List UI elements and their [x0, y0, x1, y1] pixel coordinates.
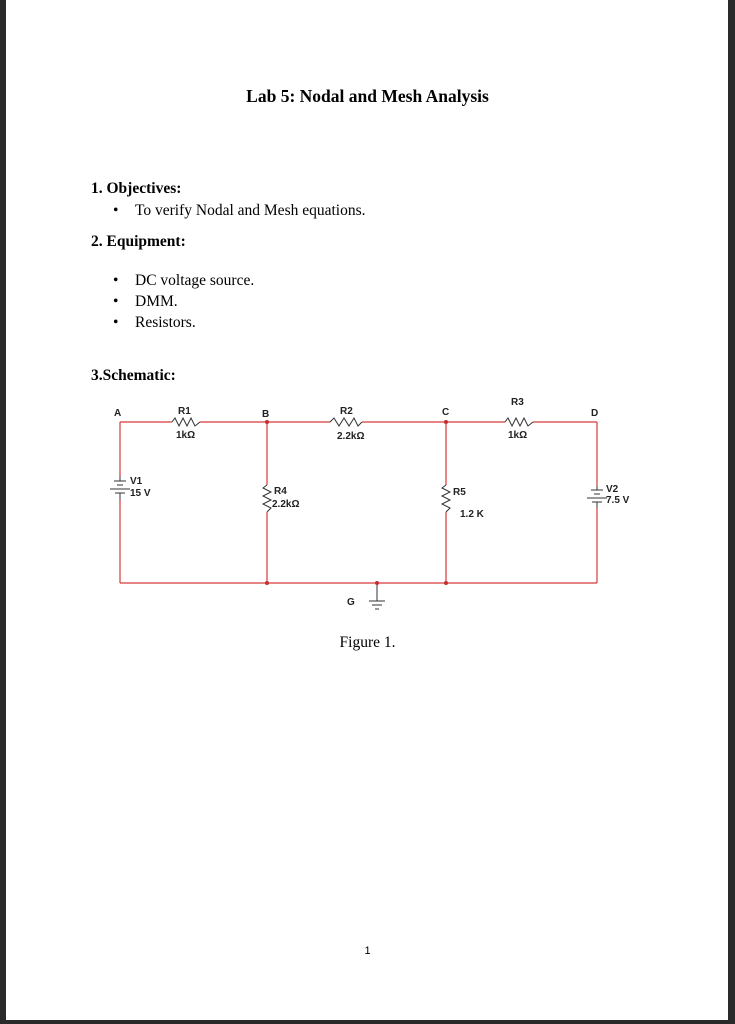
- r4-name-label: R4: [274, 486, 287, 497]
- node-label-b: B: [262, 409, 270, 420]
- r5-name-label: R5: [453, 487, 466, 498]
- v2-name-label: V2: [606, 484, 619, 495]
- junction-dot-ground: [375, 581, 379, 585]
- junction-dot-bottom-b: [265, 581, 269, 585]
- bullet-glyph: •: [113, 293, 119, 310]
- node-label-d: D: [591, 408, 599, 419]
- resistor-r3: [505, 418, 533, 426]
- ground-icon: [369, 583, 385, 609]
- list-item-text: DC voltage source.: [135, 272, 255, 289]
- list-item-text: Resistors.: [135, 314, 196, 331]
- node-label-a: A: [114, 408, 122, 419]
- r1-name-label: R1: [178, 406, 191, 417]
- junction-dot-c: [444, 420, 448, 424]
- resistor-r1: [172, 418, 200, 426]
- section-heading-schematic: 3.Schematic:: [91, 367, 176, 384]
- section-heading-objectives: 1. Objectives:: [91, 180, 182, 197]
- resistor-r5: [442, 485, 450, 512]
- node-label-g: G: [347, 597, 355, 608]
- v2-value-label: 7.5 V: [606, 495, 630, 506]
- junction-dot-b: [265, 420, 269, 424]
- list-item: [113, 272, 254, 290]
- node-label-c: C: [442, 407, 450, 418]
- r1-value-label: 1kΩ: [176, 430, 196, 441]
- bullet-glyph: •: [113, 202, 119, 219]
- battery-v1-icon: [110, 476, 130, 500]
- circuit-schematic: [0, 390, 735, 620]
- page-title: Lab 5: Nodal and Mesh Analysis: [246, 86, 489, 106]
- junction-dot-bottom-c: [444, 581, 448, 585]
- list-item: [113, 293, 178, 311]
- r3-value-label: 1kΩ: [508, 430, 528, 441]
- r3-name-label: R3: [511, 397, 524, 408]
- bullet-glyph: •: [113, 314, 119, 331]
- r2-value-label: 2.2kΩ: [337, 431, 365, 442]
- resistor-r2: [330, 418, 362, 426]
- r5-value-label: 1.2 K: [460, 509, 484, 520]
- list-item: [113, 314, 196, 332]
- r4-value-label: 2.2kΩ: [272, 499, 300, 510]
- list-item-text: To verify Nodal and Mesh equations.: [135, 202, 366, 219]
- figure-caption: Figure 1.: [339, 634, 396, 651]
- page-number: 1: [364, 945, 371, 957]
- list-item-text: DMM.: [135, 293, 178, 310]
- section-heading-equipment: 2. Equipment:: [91, 233, 186, 250]
- r2-name-label: R2: [340, 406, 353, 417]
- resistor-r4: [263, 485, 271, 512]
- battery-v2-icon: [587, 486, 607, 508]
- bullet-glyph: •: [113, 272, 119, 289]
- v1-value-label: 15 V: [130, 488, 151, 499]
- list-item: [113, 202, 366, 220]
- v1-name-label: V1: [130, 476, 143, 487]
